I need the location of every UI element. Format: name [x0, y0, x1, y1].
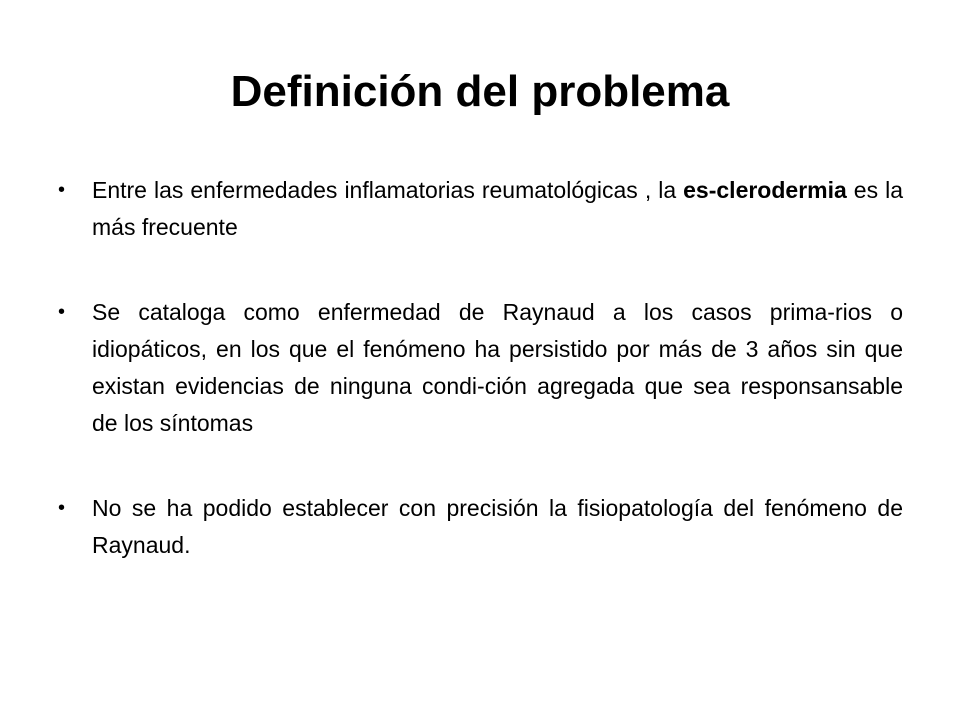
bullet-1-text-end: es la más frecuente — [92, 177, 903, 240]
bullet-list — [58, 172, 903, 564]
bullet-icon: • — [58, 301, 66, 323]
bullet-item-1 — [58, 172, 903, 246]
bullet-icon: • — [58, 497, 66, 519]
bullet-1-text-start: Entre las enfermedades inflamatorias reumatológicas , la — [92, 177, 684, 203]
bullet-3-text: No se ha podido establecer con precisión la fisiopatología del fenómeno de Raynaud. — [92, 495, 903, 558]
bullet-item-2 — [58, 294, 903, 442]
bullet-2-text: Se cataloga como enfermedad de Raynaud a los casos prima-rios o idiopáticos, en los que el fenómeno ha persistido por más de 3 años sin que existan evidencias de ninguna condi-ción agregada que sea responsansable de los síntomas — [92, 299, 903, 436]
bullet-icon: • — [58, 179, 66, 201]
bullet-1-bold-term: es-clerodermia — [683, 177, 847, 203]
bullet-item-3 — [58, 490, 903, 564]
slide-title: Definición del problema — [230, 67, 730, 116]
